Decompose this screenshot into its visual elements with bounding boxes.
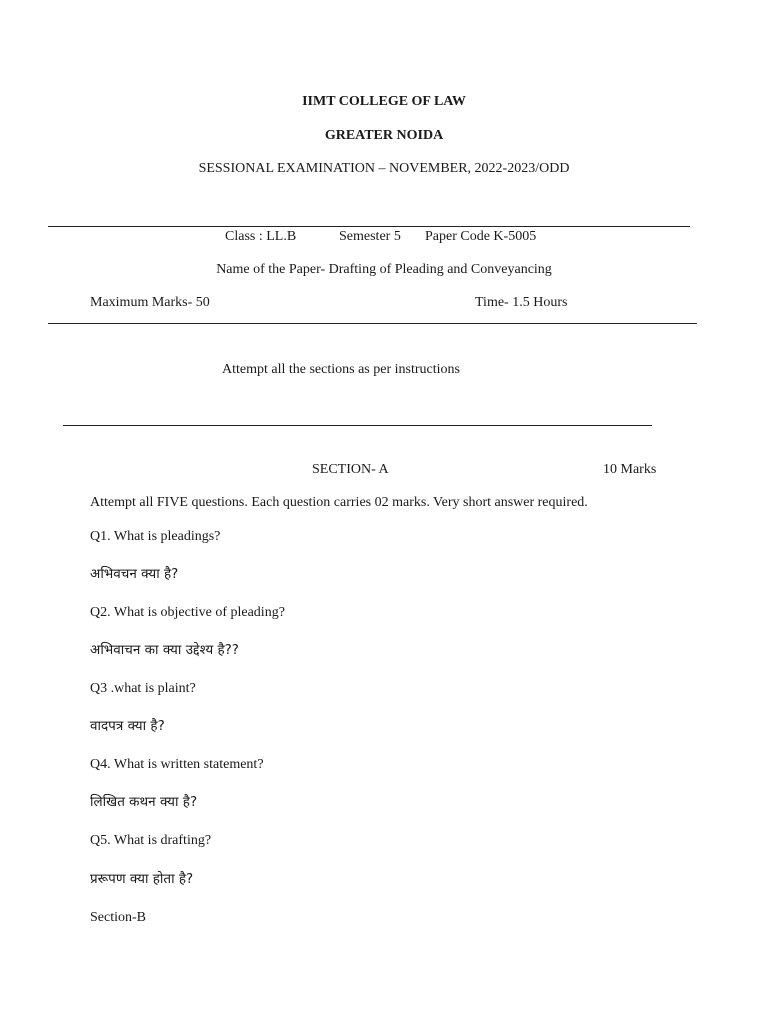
college-city: GREATER NOIDA [324,128,444,143]
semester-label: Semester 5 [339,229,401,244]
question-4-en: Q4. What is written statement? [90,757,264,772]
question-3-hi: वादपत्र क्या है? [90,718,165,734]
section-b-title: Section-B [90,910,146,925]
question-5-hi: प्ररूपण क्या होता है? [90,871,194,887]
question-4-hi: लिखित कथन क्या है? [90,794,198,810]
divider-middle [48,323,697,324]
paper-code-label: Paper Code K-5005 [425,229,537,244]
section-a-instruction: Attempt all FIVE questions. Each question carries 02 marks. Very short answer required. [90,495,588,510]
question-2-en: Q2. What is objective of pleading? [90,605,285,620]
divider-top [48,226,690,227]
divider-bottom [63,425,652,426]
general-instructions: Attempt all the sections as per instructions [222,362,460,377]
time-allowed: Time- 1.5 Hours [475,295,568,310]
question-1-hi: अभिवचन क्या है? [90,566,179,582]
question-2-hi: अभिवाचन का क्या उद्देश्य है?? [90,642,239,658]
exam-title: SESSIONAL EXAMINATION – NOVEMBER, 2022-2023/ODD [198,161,570,176]
college-name: IIMT COLLEGE OF LAW [302,94,466,109]
section-a-title: SECTION- A [312,462,389,477]
class-label: Class : LL.B [225,229,297,244]
question-3-en: Q3 .what is plaint? [90,681,196,696]
max-marks: Maximum Marks- 50 [90,295,210,310]
paper-name: Name of the Paper- Drafting of Pleading and Conveyancing [216,262,552,277]
section-a-marks: 10 Marks [603,462,657,477]
question-1-en: Q1. What is pleadings? [90,529,221,544]
question-5-en: Q5. What is drafting? [90,833,212,848]
